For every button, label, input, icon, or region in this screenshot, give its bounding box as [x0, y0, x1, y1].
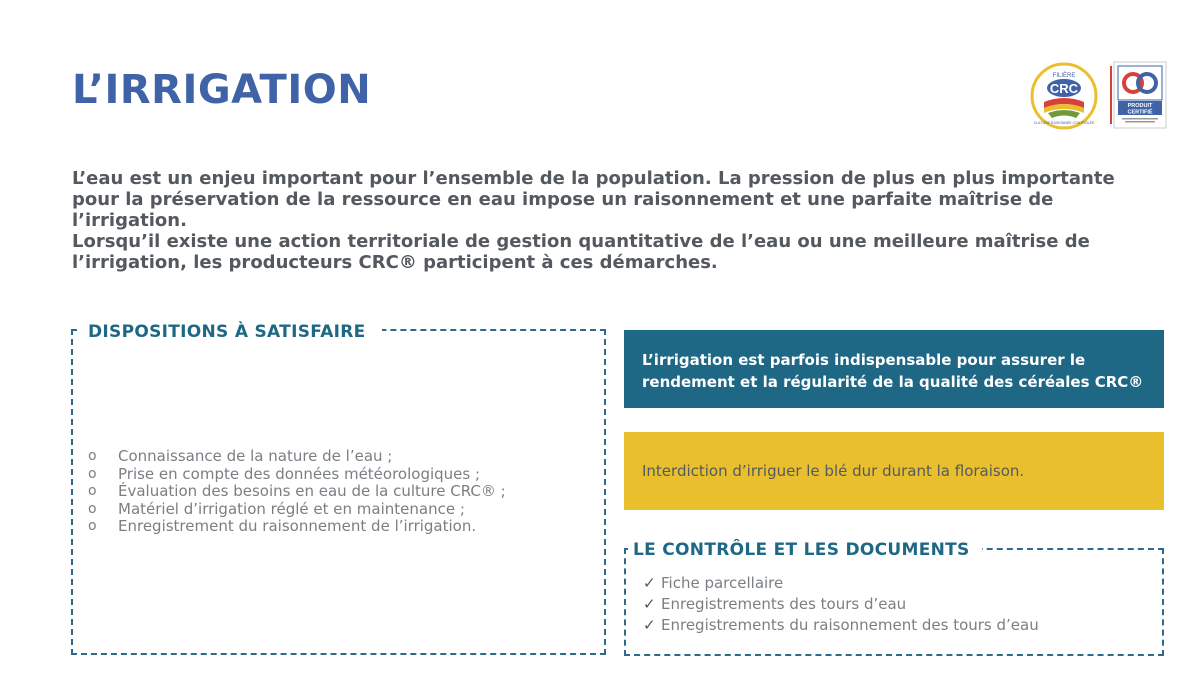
intro-paragraph-1: L’eau est un enjeu important pour l’ensemble de la population. La pression de plus en plus importante pour la préservation de la ressource en eau impose un raisonnement et une parfaite maîtrise de l’irrigation.	[72, 168, 1115, 231]
svg-text:PRODUIT: PRODUIT	[1127, 103, 1153, 109]
dispositions-title: DISPOSITIONS À SATISFAIRE	[80, 318, 382, 346]
intro-text	[72, 168, 1162, 273]
checkmark-icon: ✓	[643, 574, 656, 592]
crc-logo	[1030, 58, 1170, 132]
produit-certifie-logo	[1110, 62, 1166, 128]
list-item: o Enregistrement du raisonnement de l’irrigation.	[88, 517, 477, 535]
irrigation-highlight: L’irrigation est parfois indispensable pour assurer le rendement et la régularité de la qualité des céréales CRC®	[624, 330, 1164, 408]
list-item: ✓ Enregistrements du raisonnement des tours d’eau	[643, 616, 1039, 634]
list-item: ✓ Enregistrements des tours d’eau	[643, 595, 907, 613]
interdiction-highlight: Interdiction d’irriguer le blé dur durant la floraison.	[624, 432, 1164, 510]
list-item: o Évaluation des besoins en eau de la culture CRC® ;	[88, 482, 506, 500]
svg-text:CULTURE RAISONNÉE CONTRÔLÉE: CULTURE RAISONNÉE CONTRÔLÉE	[1033, 121, 1095, 125]
bullet-icon: o	[88, 448, 97, 464]
intro-paragraph-2: Lorsqu’il existe une action territoriale de gestion quantitative de l’eau ou une meilleure maîtrise de l’irrigation, les producteurs CRC® participent à ces démarches.	[72, 231, 1090, 273]
bullet-icon: o	[88, 483, 97, 499]
svg-text:CRC: CRC	[1049, 81, 1079, 96]
certification-logos	[1030, 58, 1170, 132]
bullet-icon: o	[88, 465, 97, 482]
controle-list	[643, 573, 1039, 636]
controle-title: LE CONTRÔLE ET LES DOCUMENTS	[628, 536, 982, 564]
list-item: o Connaissance de la nature de l’eau ;	[88, 447, 393, 465]
list-item: ✓ Fiche parcellaire	[643, 574, 784, 592]
bullet-icon: o	[88, 500, 97, 517]
list-item: o Prise en compte des données météorologiques ;	[88, 464, 481, 483]
svg-text:CERTIFIÉ: CERTIFIÉ	[1127, 109, 1153, 116]
page-title: L’IRRIGATION	[72, 67, 372, 113]
bullet-icon: o	[88, 518, 97, 534]
checkmark-icon: ✓	[643, 616, 656, 634]
checkmark-icon: ✓	[643, 595, 656, 613]
list-item: o Matériel d’irrigation réglé et en maintenance ;	[88, 499, 465, 518]
dispositions-list	[88, 448, 588, 536]
svg-text:FILIÈRE: FILIÈRE	[1052, 73, 1076, 79]
